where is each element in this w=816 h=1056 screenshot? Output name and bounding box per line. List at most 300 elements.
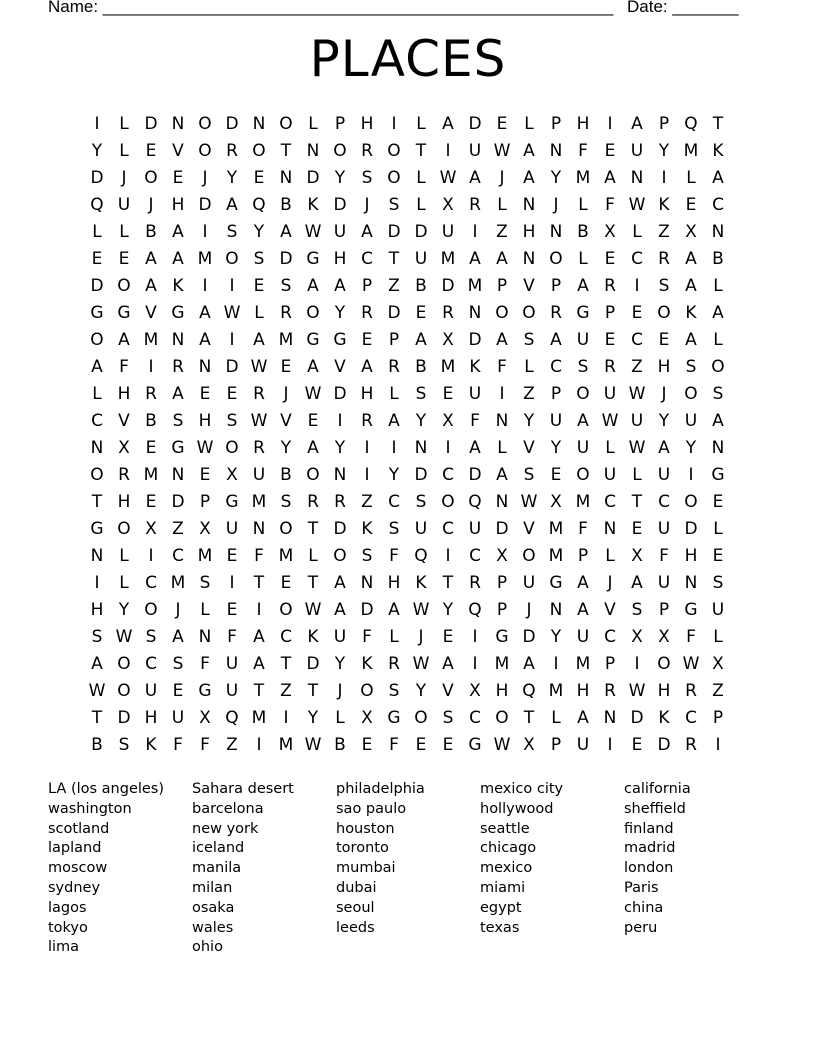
grid-cell: A — [307, 357, 319, 377]
grid-cell: L — [524, 357, 534, 377]
grid-cell: D — [117, 708, 131, 728]
grid-cell: T — [91, 708, 103, 728]
word-item: china — [624, 899, 664, 916]
grid-cell: P — [550, 384, 562, 404]
grid-cell: J — [418, 627, 424, 647]
grid-cell: B — [280, 465, 292, 485]
grid-cell: P — [550, 735, 562, 755]
grid-cell: O — [198, 114, 212, 134]
grid-cell: O — [711, 357, 725, 377]
grid-cell: O — [360, 681, 374, 701]
grid-cell: B — [145, 222, 157, 242]
grid-cell: A — [577, 600, 589, 620]
grid-cell: A — [685, 330, 697, 350]
grid-cell: B — [577, 222, 589, 242]
grid-cell: M — [143, 465, 159, 485]
grid-cell: D — [333, 519, 347, 539]
grid-cell: P — [496, 573, 508, 593]
grid-cell: C — [604, 627, 616, 647]
grid-cell: N — [279, 168, 293, 188]
grid-cell: O — [333, 141, 347, 161]
grid-cell: F — [362, 627, 372, 647]
grid-cell: Q — [225, 708, 239, 728]
grid-cell: O — [306, 465, 320, 485]
grid-cell: X — [199, 519, 211, 539]
grid-cell: X — [361, 708, 373, 728]
grid-cell: F — [173, 735, 183, 755]
grid-cell: E — [199, 465, 211, 485]
grid-cell: L — [389, 627, 399, 647]
grid-cell: D — [684, 519, 698, 539]
grid-cell: L — [389, 384, 399, 404]
grid-cell: I — [202, 276, 208, 296]
grid-cell: R — [604, 357, 616, 377]
grid-cell: M — [575, 654, 591, 674]
grid-cell: A — [226, 195, 238, 215]
grid-cell: U — [225, 681, 239, 701]
grid-cell: Q — [522, 681, 536, 701]
grid-cell: S — [118, 735, 130, 755]
grid-cell: N — [306, 141, 320, 161]
grid-cell: M — [251, 708, 267, 728]
grid-cell: Y — [91, 141, 103, 161]
grid-cell: O — [117, 276, 131, 296]
grid-cell: D — [90, 168, 104, 188]
grid-cell: X — [712, 654, 724, 674]
grid-cell: T — [415, 141, 427, 161]
grid-cell: Z — [388, 276, 400, 296]
grid-cell: A — [361, 357, 373, 377]
grid-cell: U — [468, 141, 482, 161]
grid-cell: L — [308, 546, 318, 566]
grid-cell: X — [442, 330, 454, 350]
grid-cell: S — [685, 357, 697, 377]
grid-cell: E — [631, 735, 643, 755]
grid-cell: E — [118, 249, 130, 269]
grid-cell: P — [604, 303, 616, 323]
grid-cell: D — [441, 276, 455, 296]
grid-cell: E — [280, 573, 292, 593]
grid-cell: W — [412, 654, 430, 674]
grid-cell: H — [522, 222, 536, 242]
grid-cell: L — [686, 168, 696, 188]
grid-cell: N — [198, 357, 212, 377]
grid-cell: N — [198, 627, 212, 647]
grid-cell: Y — [118, 600, 130, 620]
grid-cell: C — [172, 546, 184, 566]
grid-cell: E — [226, 600, 238, 620]
grid-cell: Y — [307, 708, 319, 728]
grid-cell: A — [550, 330, 562, 350]
grid-cell: W — [493, 141, 511, 161]
grid-cell: G — [90, 303, 104, 323]
grid-cell: E — [226, 384, 238, 404]
grid-cell: E — [604, 330, 616, 350]
grid-cell: S — [388, 681, 400, 701]
grid-cell: V — [118, 411, 130, 431]
grid-cell: G — [171, 438, 185, 458]
header-line — [48, 0, 748, 17]
grid-cell: P — [388, 330, 400, 350]
grid-cell: O — [522, 303, 536, 323]
grid-cell: Z — [172, 519, 184, 539]
grid-cell: C — [712, 195, 724, 215]
grid-cell: O — [495, 708, 509, 728]
grid-cell: P — [550, 114, 562, 134]
grid-cell: Y — [658, 141, 670, 161]
grid-cell: E — [604, 249, 616, 269]
grid-cell: C — [442, 519, 454, 539]
grid-cell: W — [601, 411, 619, 431]
grid-cell: O — [333, 546, 347, 566]
grid-cell: A — [496, 465, 508, 485]
grid-cell: O — [279, 114, 293, 134]
grid-cell: S — [712, 573, 724, 593]
grid-cell: R — [361, 411, 373, 431]
grid-cell: O — [198, 141, 212, 161]
word-item: lapland — [48, 840, 102, 857]
grid-cell: D — [306, 168, 320, 188]
grid-cell: A — [172, 627, 184, 647]
grid-cell: I — [256, 735, 262, 755]
grid-cell: Q — [414, 546, 428, 566]
grid-cell: Y — [334, 168, 346, 188]
grid-cell: S — [172, 411, 184, 431]
grid-cell: L — [632, 465, 642, 485]
grid-cell: S — [523, 330, 535, 350]
grid-cell: J — [148, 195, 154, 215]
grid-cell: A — [118, 330, 130, 350]
grid-cell: E — [631, 303, 643, 323]
grid-cell: H — [684, 546, 698, 566]
grid-cell: M — [278, 330, 294, 350]
grid-cell: O — [387, 141, 401, 161]
grid-cell: W — [412, 600, 430, 620]
grid-cell: M — [143, 330, 159, 350]
grid-cell: A — [388, 600, 400, 620]
word-item: finland — [624, 820, 674, 837]
grid-cell: L — [416, 195, 426, 215]
grid-cell: Y — [388, 465, 400, 485]
grid-cell: H — [576, 114, 590, 134]
grid-cell: Y — [226, 168, 238, 188]
grid-cell: E — [442, 627, 454, 647]
word-item: sheffield — [624, 800, 686, 817]
grid-cell: S — [172, 654, 184, 674]
grid-cell: S — [253, 249, 265, 269]
grid-cell: A — [577, 276, 589, 296]
grid-cell: R — [361, 141, 373, 161]
name-field-label: Name: ______________________________________________________ — [48, 0, 614, 16]
word-item: miami — [480, 879, 526, 896]
word-item: sao paulo — [336, 800, 407, 817]
grid-cell: I — [337, 411, 343, 431]
grid-cell: L — [119, 222, 129, 242]
grid-cell: A — [280, 222, 292, 242]
grid-cell: R — [388, 357, 400, 377]
grid-cell: T — [253, 681, 265, 701]
grid-cell: U — [414, 519, 428, 539]
grid-cell: T — [712, 114, 724, 134]
grid-cell: I — [391, 438, 397, 458]
grid-cell: I — [634, 654, 640, 674]
grid-cell: T — [307, 681, 319, 701]
grid-cell: L — [119, 114, 129, 134]
grid-cell: E — [712, 546, 724, 566]
grid-cell: J — [283, 384, 289, 404]
grid-cell: F — [686, 627, 696, 647]
grid-cell: A — [604, 168, 616, 188]
grid-cell: I — [688, 465, 694, 485]
grid-cell: P — [199, 492, 211, 512]
grid-cell: Y — [334, 303, 346, 323]
grid-cell: R — [658, 249, 670, 269]
grid-cell: W — [196, 438, 214, 458]
grid-cell: K — [712, 141, 724, 161]
word-item: seoul — [336, 899, 375, 916]
grid-cell: R — [685, 681, 697, 701]
grid-cell: U — [576, 627, 590, 647]
grid-cell: N — [495, 492, 509, 512]
grid-cell: O — [252, 141, 266, 161]
grid-cell: A — [307, 438, 319, 458]
grid-cell: Y — [550, 168, 562, 188]
grid-cell: R — [307, 492, 319, 512]
grid-cell: A — [685, 276, 697, 296]
grid-cell: N — [630, 168, 644, 188]
grid-cell: N — [522, 249, 536, 269]
word-item: Paris — [624, 879, 659, 896]
grid-cell: L — [119, 141, 129, 161]
grid-cell: H — [198, 411, 212, 431]
grid-cell: U — [603, 465, 617, 485]
grid-cell: S — [712, 384, 724, 404]
grid-cell: T — [442, 573, 454, 593]
grid-cell: K — [172, 276, 184, 296]
grid-cell: W — [304, 735, 322, 755]
word-item: chicago — [480, 840, 537, 857]
grid-cell: M — [197, 249, 213, 269]
grid-cell: M — [440, 357, 456, 377]
word-item: ohio — [192, 939, 223, 956]
grid-cell: Z — [523, 384, 535, 404]
grid-cell: G — [333, 330, 347, 350]
grid-cell: L — [335, 708, 345, 728]
grid-cell: R — [361, 303, 373, 323]
grid-cell: A — [523, 654, 535, 674]
grid-cell: O — [279, 519, 293, 539]
grid-cell: G — [495, 627, 509, 647]
grid-cell: A — [685, 249, 697, 269]
grid-cell: K — [658, 708, 670, 728]
grid-cell: M — [251, 492, 267, 512]
grid-cell: X — [442, 411, 454, 431]
grid-cell: U — [576, 438, 590, 458]
grid-cell: A — [469, 249, 481, 269]
grid-cell: X — [685, 222, 697, 242]
grid-cell: X — [496, 546, 508, 566]
grid-cell: M — [548, 519, 564, 539]
grid-cell: M — [494, 654, 510, 674]
grid-cell: F — [497, 357, 507, 377]
word-item: seattle — [480, 820, 530, 837]
grid-cell: O — [414, 708, 428, 728]
grid-cell: X — [550, 492, 562, 512]
grid-cell: L — [254, 303, 264, 323]
grid-cell: A — [469, 168, 481, 188]
grid-cell: E — [415, 303, 427, 323]
grid-cell: E — [496, 114, 508, 134]
grid-cell: V — [604, 600, 616, 620]
grid-cell: O — [576, 384, 590, 404]
grid-cell: R — [172, 357, 184, 377]
grid-cell: W — [439, 168, 457, 188]
grid-cell: O — [684, 492, 698, 512]
grid-cell: I — [472, 654, 478, 674]
grid-cell: R — [118, 465, 130, 485]
grid-cell: O — [225, 249, 239, 269]
grid-cell: Q — [468, 492, 482, 512]
word-item: california — [624, 781, 691, 797]
grid-cell: Z — [631, 357, 643, 377]
word-column — [624, 780, 764, 938]
grid-cell: O — [657, 303, 671, 323]
grid-cell: E — [145, 438, 157, 458]
grid-cell: F — [119, 357, 129, 377]
grid-cell: A — [631, 573, 643, 593]
grid-cell: D — [468, 114, 482, 134]
grid-cell: O — [684, 384, 698, 404]
grid-cell: Z — [658, 222, 670, 242]
word-item: dubai — [336, 879, 377, 896]
grid-cell: I — [229, 330, 235, 350]
grid-cell: I — [391, 114, 397, 134]
grid-cell: I — [445, 438, 451, 458]
grid-cell: Y — [334, 654, 346, 674]
grid-cell: P — [712, 708, 724, 728]
grid-cell: L — [497, 438, 507, 458]
grid-cell: A — [523, 168, 535, 188]
grid-cell: A — [172, 384, 184, 404]
grid-cell: G — [171, 303, 185, 323]
grid-cell: X — [631, 546, 643, 566]
grid-cell: P — [496, 276, 508, 296]
word-item: peru — [624, 919, 658, 936]
grid-cell: Z — [712, 681, 724, 701]
grid-cell: B — [712, 249, 724, 269]
grid-cell: Y — [253, 222, 265, 242]
grid-cell: H — [90, 600, 104, 620]
grid-cell: B — [415, 276, 427, 296]
grid-cell: V — [523, 519, 535, 539]
grid-cell: W — [304, 384, 322, 404]
grid-cell: H — [360, 384, 374, 404]
grid-cell: L — [119, 573, 129, 593]
grid-cell: I — [472, 222, 478, 242]
word-item: Sahara desert — [192, 781, 294, 797]
grid-cell: L — [578, 195, 588, 215]
grid-cell: N — [495, 411, 509, 431]
word-item: houston — [336, 820, 395, 837]
grid-cell: A — [253, 330, 265, 350]
grid-cell: F — [227, 627, 237, 647]
grid-cell: R — [550, 303, 562, 323]
grid-cell: C — [145, 573, 157, 593]
grid-cell: E — [712, 492, 724, 512]
grid-cell: S — [91, 627, 103, 647]
grid-cell: C — [550, 357, 562, 377]
grid-cell: W — [250, 411, 268, 431]
grid-cell: W — [223, 303, 241, 323]
grid-cell: J — [526, 600, 532, 620]
grid-cell: V — [334, 357, 346, 377]
grid-cell: H — [657, 357, 671, 377]
grid-cell: X — [658, 627, 670, 647]
grid-cell: U — [657, 465, 671, 485]
grid-cell: U — [657, 519, 671, 539]
word-column — [48, 780, 188, 958]
grid-cell: A — [712, 168, 724, 188]
grid-cell: A — [523, 141, 535, 161]
word-item: lagos — [48, 899, 87, 916]
grid-cell: E — [172, 168, 184, 188]
grid-cell: D — [414, 465, 428, 485]
grid-cell: R — [280, 303, 292, 323]
grid-cell: S — [415, 492, 427, 512]
grid-cell: U — [441, 222, 455, 242]
grid-cell: Y — [685, 438, 697, 458]
grid-cell: C — [361, 249, 373, 269]
grid-cell: E — [145, 141, 157, 161]
grid-cell: G — [711, 465, 725, 485]
grid-cell: J — [202, 168, 208, 188]
grid-cell: U — [225, 519, 239, 539]
word-item: manila — [192, 860, 242, 877]
grid-cell: K — [307, 195, 319, 215]
grid-cell: W — [520, 492, 538, 512]
grid-cell: T — [631, 492, 643, 512]
grid-cell: J — [175, 600, 181, 620]
grid-cell: W — [304, 222, 322, 242]
grid-cell: S — [442, 708, 454, 728]
grid-cell: H — [144, 708, 158, 728]
grid-cell: S — [361, 168, 373, 188]
grid-cell: O — [522, 546, 536, 566]
grid-cell: U — [576, 330, 590, 350]
grid-cell: R — [388, 654, 400, 674]
grid-cell: T — [280, 654, 292, 674]
word-item: egypt — [480, 899, 522, 916]
grid-cell: L — [551, 708, 561, 728]
grid-cell: U — [576, 735, 590, 755]
grid-cell: N — [522, 195, 536, 215]
grid-cell: R — [334, 492, 346, 512]
grid-cell: B — [334, 735, 346, 755]
grid-cell: U — [468, 519, 482, 539]
grid-cell: N — [90, 546, 104, 566]
grid-cell: X — [118, 438, 130, 458]
grid-cell: N — [252, 114, 266, 134]
grid-cell: D — [333, 195, 347, 215]
grid-cell: G — [576, 303, 590, 323]
grid-cell: N — [360, 573, 374, 593]
grid-cell: S — [415, 384, 427, 404]
grid-cell: I — [94, 114, 100, 134]
grid-cell: H — [117, 384, 131, 404]
grid-cell: A — [658, 438, 670, 458]
grid-cell: O — [495, 303, 509, 323]
grid-cell: I — [202, 222, 208, 242]
